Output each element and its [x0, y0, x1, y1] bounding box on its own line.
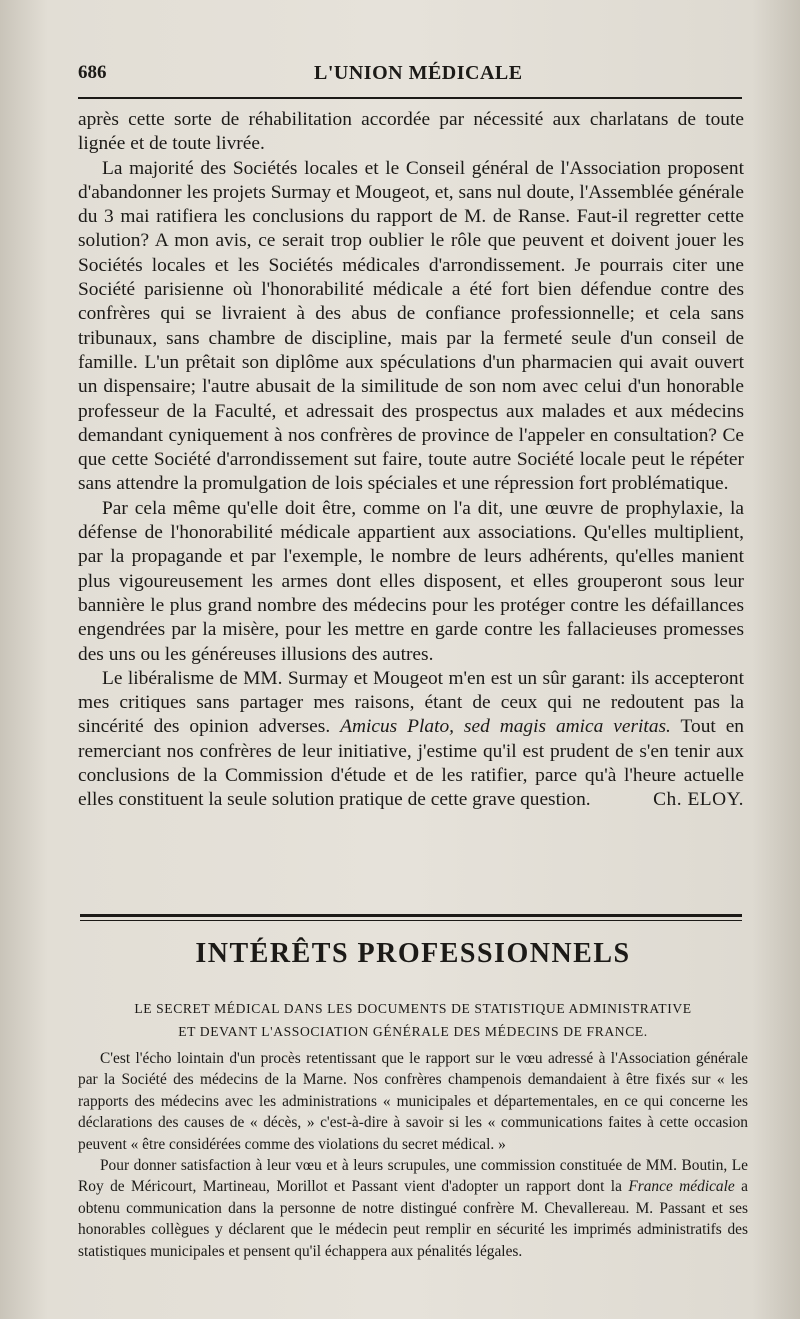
article-body-small [78, 1048, 748, 1262]
section-rule-bottom [80, 920, 742, 921]
latin-quote: Amicus Plato, sed magis amica veritas. [340, 716, 671, 738]
page-number: 686 [78, 62, 107, 83]
paragraph [78, 667, 744, 813]
section-rule-top [80, 914, 742, 917]
article-title [78, 997, 748, 1043]
text-run: Le libéralisme de MM. Surmay et Mougeot m'en est un sûr garant: ils accepteront mes critiques sans partager mes raisons, étant de ceux qui ne redoutent pas la sincérité des opinion adverses. [78, 667, 744, 738]
page-header [78, 62, 738, 86]
author-signature: Ch. ELOY. [653, 789, 744, 811]
article-title-line: LE SECRET MÉDICAL DANS LES DOCUMENTS DE STATISTIQUE ADMINISTRATIVE [134, 1001, 692, 1016]
text-run: a obtenu communication dans la personne de notre distingué confrère M. Chevallereau. M. Passant et ses honorables collègues y déclarent que le médecin peut remplir en sécurité les imprimés administratifs des statistiques municipales et pensent qu'il échappera aux pénalités légales. [78, 1178, 748, 1260]
article-title-line: ET DEVANT L'ASSOCIATION GÉNÉRALE DES MÉDECINS DE FRANCE. [178, 1024, 648, 1039]
header-rule [78, 97, 742, 99]
article-body [78, 108, 744, 813]
journal-title: France médicale [628, 1178, 735, 1196]
paragraph: Par cela même qu'elle doit être, comme on l'a dit, une œuvre de prophylaxie, la défense de l'honorabilité médicale appartient aux associations. Qu'elles multiplient, par la propagande et par l'exemple, le nombre de leurs adhérents, qu'elles manient plus vigoureusement les armes dont elles disposent, et elles grouperont sous leur bannière le plus grand nombre des médecins pour les protéger contre les défaillances engendrées par la misère, pour les mettre en garde contre les fallacieuses promesses des uns ou les généreuses illusions des autres. [78, 497, 744, 665]
text-run: Tout en remerciant nos confrères de leur initiative, j'estime qu'il est prudent de s'en tenir aux conclusions de la Commission d'étude et de les ratifier, parce qu'à l'heure actuelle elles constituent la seule solution pratique de cette grave question. [78, 716, 745, 811]
paragraph: C'est l'écho lointain d'un procès retentissant que le rapport sur le vœu adressé à l'Association générale par la Société des médecins de la Marne. Nos confrères champenois demandaient à être fixés sur « les rapports des médecins avec les administrations « municipales et départementales, en ce qui concerne les déclarations des causes de « décès, » c'est-à-dire à savoir si les « communications faites à cette occasion peuvent « être considérées comme des violations du secret médical. » [78, 1050, 748, 1153]
text-run: Pour donner satisfaction à leur vœu et à leurs scrupules, une commission constituée de MM. Boutin, Le Roy de Méricourt, Martineau, Morillot et Passant vient d'adopter un rapport dont la [78, 1157, 748, 1196]
running-title: L'UNION MÉDICALE [314, 62, 523, 84]
paragraph: après cette sorte de réhabilitation accordée par nécessité aux charlatans de toute lignée et de toute livrée. [78, 109, 744, 155]
section-title: INTÉRÊTS PROFESSIONNELS [195, 938, 631, 969]
paragraph: La majorité des Sociétés locales et le Conseil général de l'Association proposent d'abandonner les projets Surmay et Mougeot, et, sans nul doute, l'Assemblée générale du 3 mai ratifiera les conclusions du rapport de M. de Ranse. Faut-il regretter cette solution? A mon avis, ce serait trop oublier le rôle que peuvent et doivent jouer les Sociétés locales et les Sociétés médicales d'arrondissement. Je pourrais citer une Société parisienne où l'honorabilité médicale a été fort bien défendue contre des confrères qui se livraient à des abus de confiance professionnelle; et cela sans tribunaux, sans chambre de discipline, mais par la fermeté seule d'un conseil de famille. L'un prêtait son diplôme aux spéculations d'un pharmacien qui avait ouvert un dispensaire; l'autre abusait de la similitude de son nom avec celui d'un honorable professeur de la Faculté, et adressait des prospectus aux malades et aux médecins demandant cyniquement à nos confrères de province de l'appeler en consultation? Ce que cette Société d'arrondissement sut faire, toute autre Société locale peut le répéter sans attendre la promulgation de lois spéciales et une répression fort problématique. [78, 157, 744, 495]
paragraph [78, 1155, 748, 1262]
